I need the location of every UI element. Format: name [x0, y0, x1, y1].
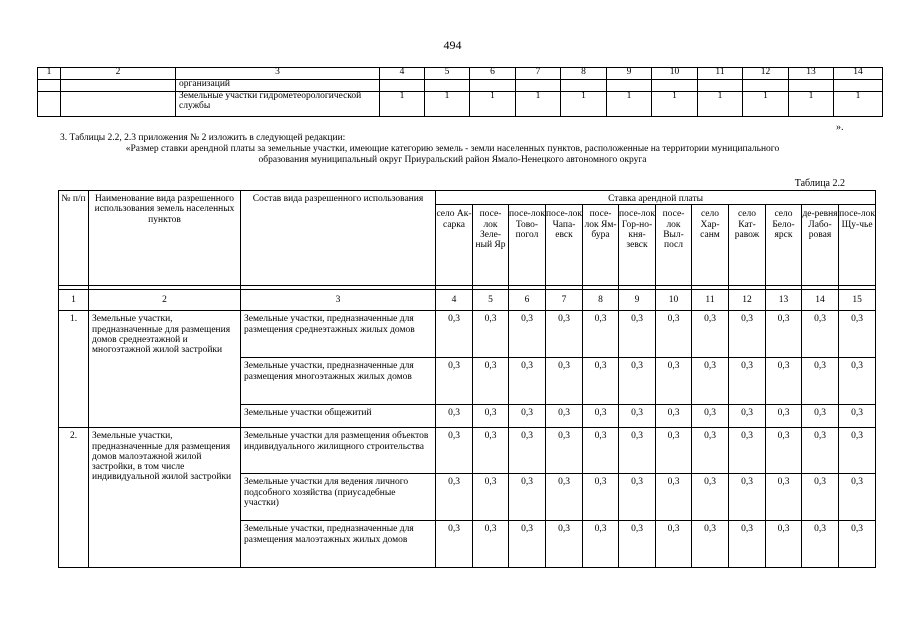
- rate-cell: 0,3: [729, 358, 766, 405]
- rate-cell: 0,3: [436, 474, 473, 521]
- rate-cell: 0,3: [509, 358, 546, 405]
- rate-cell: 0,3: [509, 521, 546, 568]
- settlement-header: посе-лок Гор-но-кня-зевск: [619, 205, 656, 286]
- rate-cell: 0,3: [692, 358, 729, 405]
- settlement-header: посе-лок Ям-бура: [583, 205, 619, 286]
- table-cell: [61, 92, 176, 117]
- composition-cell: Земельные участки для ведения личного подсобного хозяйства (приусадебные участки): [241, 474, 436, 521]
- column-number: 13: [789, 68, 834, 80]
- rate-cell: 0,3: [436, 405, 473, 428]
- rate-cell: [561, 80, 607, 92]
- rate-cell: 0,3: [583, 311, 619, 358]
- header-composition: Состав вида разрешенного использования: [241, 191, 436, 286]
- table-row: [59, 311, 876, 358]
- rate-cell: 0,3: [473, 358, 509, 405]
- column-numbers-row: [59, 290, 876, 311]
- rate-cell: [470, 80, 516, 92]
- rate-cell: 0,3: [766, 428, 802, 474]
- rate-cell: 0,3: [802, 358, 839, 405]
- composition-cell: Земельные участки, предназначенные для размещения малоэтажных жилых домов: [241, 521, 436, 568]
- land-use-cell: Земельные участки гидрометеорологической службы: [176, 92, 380, 117]
- rate-cell: 0,3: [766, 311, 802, 358]
- use-name-cell: Земельные участки, предназначенные для размещения домов среднеэтажной и многоэтажной жилой застройки: [89, 311, 241, 428]
- land-use-cell: организаций: [176, 80, 380, 92]
- rate-cell: 0,3: [729, 521, 766, 568]
- table-label: Таблица 2.2: [794, 178, 845, 189]
- rate-cell: [425, 80, 470, 92]
- column-number: 8: [561, 68, 607, 80]
- rate-cell: 0,3: [766, 405, 802, 428]
- rate-cell: 1: [425, 92, 470, 117]
- settlement-header: село Хар-санм: [692, 205, 729, 286]
- rate-cell: 0,3: [802, 428, 839, 474]
- rate-cell: [380, 80, 425, 92]
- rate-cell: 0,3: [802, 405, 839, 428]
- column-number: 2: [61, 68, 176, 80]
- rate-cell: 0,3: [583, 428, 619, 474]
- rate-cell: [834, 80, 883, 92]
- column-number: 5: [473, 290, 509, 311]
- page-number: 494: [443, 38, 462, 52]
- rate-cell: 1: [516, 92, 561, 117]
- rate-cell: 0,3: [656, 521, 692, 568]
- amendment-paragraph-line-2: «Размер ставки арендной платы за земельные участки, имеющие категорию земель - земли населенных пунктов, расположенные на территории муниципального: [125, 144, 780, 154]
- rate-cell: [698, 80, 743, 92]
- rate-cell: 0,3: [473, 311, 509, 358]
- column-number: 7: [546, 290, 583, 311]
- rate-cell: 0,3: [473, 521, 509, 568]
- table-row: [59, 428, 876, 474]
- settlement-header: посе-лок Выл-посл: [656, 205, 692, 286]
- composition-cell: Земельные участки, предназначенные для размещения среднеэтажных жилых домов: [241, 311, 436, 358]
- rate-cell: 0,3: [546, 358, 583, 405]
- composition-cell: Земельные участки, предназначенные для размещения многоэтажных жилых домов: [241, 358, 436, 405]
- rate-cell: 0,3: [839, 405, 876, 428]
- rate-cell: 0,3: [583, 474, 619, 521]
- column-number: 10: [652, 68, 698, 80]
- table-cell: [61, 80, 176, 92]
- rate-cell: 0,3: [692, 311, 729, 358]
- row-number: 1.: [59, 311, 89, 428]
- settlement-header: село Кат-равож: [729, 205, 766, 286]
- rate-cell: 0,3: [509, 428, 546, 474]
- settlement-header: село Бело-ярск: [766, 205, 802, 286]
- rate-cell: 1: [698, 92, 743, 117]
- column-number: 3: [241, 290, 436, 311]
- rate-cell: 0,3: [766, 521, 802, 568]
- column-number: 15: [839, 290, 876, 311]
- amendment-paragraph-line-3: образования муниципальный округ Приуральский район Ямало-Ненецкого автономного округа: [258, 155, 647, 165]
- rate-cell: 0,3: [729, 311, 766, 358]
- rate-cell: 1: [834, 92, 883, 117]
- rate-cell: 0,3: [839, 521, 876, 568]
- table-cell: [38, 92, 61, 117]
- rate-cell: 0,3: [583, 521, 619, 568]
- rate-cell: 1: [743, 92, 789, 117]
- rate-cell: [652, 80, 698, 92]
- settlement-header: де-ревня Лабо-ровая: [802, 205, 839, 286]
- rate-cell: 0,3: [509, 405, 546, 428]
- column-number: 14: [802, 290, 839, 311]
- column-number: 12: [743, 68, 789, 80]
- rate-cell: 1: [789, 92, 834, 117]
- rate-cell: 0,3: [766, 474, 802, 521]
- column-number: 2: [89, 290, 241, 311]
- composition-cell: Земельные участки общежитий: [241, 405, 436, 428]
- rate-cell: 0,3: [729, 474, 766, 521]
- closing-quote: ».: [836, 122, 844, 133]
- column-number: 12: [729, 290, 766, 311]
- rate-cell: 1: [652, 92, 698, 117]
- column-number: 3: [176, 68, 380, 80]
- table-cell: [38, 80, 61, 92]
- continued-table: [37, 67, 883, 117]
- settlement-header: село Ак-сарка: [436, 205, 473, 286]
- column-number: 5: [425, 68, 470, 80]
- rate-cell: 0,3: [583, 405, 619, 428]
- column-number: 4: [380, 68, 425, 80]
- rate-cell: 0,3: [619, 428, 656, 474]
- header-number: № п/п: [59, 191, 89, 286]
- rate-cell: 0,3: [546, 311, 583, 358]
- settlement-header: посе-лок Чапа-евск: [546, 205, 583, 286]
- rate-cell: 0,3: [729, 405, 766, 428]
- column-number: 10: [656, 290, 692, 311]
- rate-cell: 1: [607, 92, 652, 117]
- rate-cell: 0,3: [546, 474, 583, 521]
- settlement-header: посе-лок Тово-погол: [509, 205, 546, 286]
- rate-cell: 0,3: [656, 358, 692, 405]
- rate-cell: 1: [561, 92, 607, 117]
- rate-cell: 0,3: [729, 428, 766, 474]
- rate-cell: 0,3: [473, 405, 509, 428]
- rate-cell: 0,3: [766, 358, 802, 405]
- rate-cell: 0,3: [473, 428, 509, 474]
- column-number: 7: [516, 68, 561, 80]
- rent-rate-table: [58, 190, 876, 568]
- rate-cell: 0,3: [692, 521, 729, 568]
- settlement-header: посе-лок Зеле-ный Яр: [473, 205, 509, 286]
- header-use-name: Наименование вида разрешенного использования земель населенных пунктов: [89, 191, 241, 286]
- column-number: 13: [766, 290, 802, 311]
- column-number: 6: [509, 290, 546, 311]
- rate-cell: 0,3: [839, 474, 876, 521]
- use-name-cell: Земельные участки, предназначенные для размещения домов малоэтажной жилой застройки, в том числе индивидуальной жилой застройки: [89, 428, 241, 568]
- rate-cell: 0,3: [802, 521, 839, 568]
- column-number: 6: [470, 68, 516, 80]
- rate-cell: 0,3: [473, 474, 509, 521]
- rate-cell: 0,3: [436, 358, 473, 405]
- rate-cell: [789, 80, 834, 92]
- rate-cell: 0,3: [802, 474, 839, 521]
- row-number: 2.: [59, 428, 89, 568]
- column-number: 8: [583, 290, 619, 311]
- rate-cell: 0,3: [619, 474, 656, 521]
- column-number: 9: [619, 290, 656, 311]
- column-number: 1: [59, 290, 89, 311]
- rate-cell: 0,3: [436, 311, 473, 358]
- rate-cell: 0,3: [619, 311, 656, 358]
- column-number: 11: [698, 68, 743, 80]
- rate-cell: [516, 80, 561, 92]
- rate-cell: 0,3: [546, 405, 583, 428]
- rate-cell: 1: [380, 92, 425, 117]
- rate-cell: 1: [470, 92, 516, 117]
- rate-cell: 0,3: [436, 521, 473, 568]
- rate-cell: 0,3: [619, 405, 656, 428]
- rate-cell: 0,3: [583, 358, 619, 405]
- header-rent-rate: Ставка арендной платы: [436, 191, 876, 205]
- rate-cell: 0,3: [839, 428, 876, 474]
- rate-cell: 0,3: [656, 428, 692, 474]
- table-header-row: [38, 68, 883, 80]
- rate-cell: 0,3: [656, 474, 692, 521]
- rate-cell: 0,3: [692, 474, 729, 521]
- table-row: [38, 80, 883, 92]
- rate-cell: 0,3: [802, 311, 839, 358]
- rate-cell: 0,3: [546, 428, 583, 474]
- rate-cell: 0,3: [546, 521, 583, 568]
- rate-cell: 0,3: [656, 405, 692, 428]
- rate-cell: [607, 80, 652, 92]
- column-number: 4: [436, 290, 473, 311]
- rate-cell: 0,3: [656, 311, 692, 358]
- rate-cell: 0,3: [619, 358, 656, 405]
- column-number: 14: [834, 68, 883, 80]
- column-number: 1: [38, 68, 61, 80]
- rate-cell: 0,3: [509, 311, 546, 358]
- rate-cell: 0,3: [839, 358, 876, 405]
- rate-cell: 0,3: [509, 474, 546, 521]
- rate-cell: 0,3: [692, 405, 729, 428]
- table-header-row: [59, 191, 876, 205]
- rate-cell: [743, 80, 789, 92]
- column-number: 9: [607, 68, 652, 80]
- rate-cell: 0,3: [692, 428, 729, 474]
- settlement-header: посе-лок Щу-чье: [839, 205, 876, 286]
- column-number: 11: [692, 290, 729, 311]
- table-row: [38, 92, 883, 117]
- rate-cell: 0,3: [839, 311, 876, 358]
- rate-cell: 0,3: [619, 521, 656, 568]
- composition-cell: Земельные участки для размещения объектов индивидуального жилищного строительства: [241, 428, 436, 474]
- rate-cell: 0,3: [436, 428, 473, 474]
- amendment-paragraph-line-1: 3. Таблицы 2.2, 2.3 приложения № 2 изложить в следующей редакции:: [60, 133, 346, 143]
